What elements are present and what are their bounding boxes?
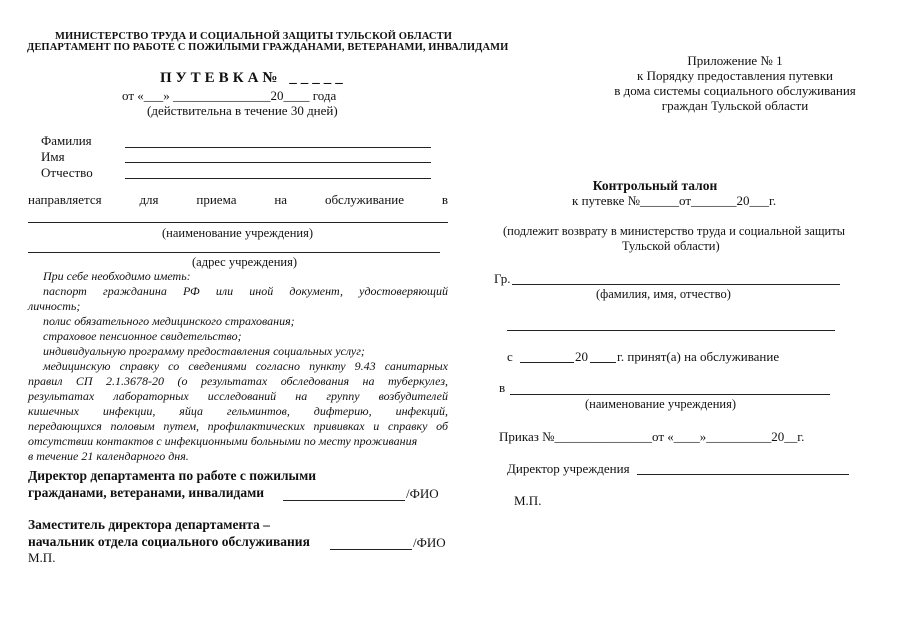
department-header: ДЕПАРТАМЕНТ ПО РАБОТЕ С ПОЖИЛЫМИ ГРАЖДАНАМИ, ВЕТЕРАНАМИ, ИНВАЛИДАМИ bbox=[27, 42, 509, 53]
talon-title: Контрольный талон bbox=[592, 178, 718, 193]
requirement-text: результатах лабораторных исследований на группу возбудителей bbox=[28, 389, 448, 403]
voucher-title: ПУТЕВКА№ _____ bbox=[160, 70, 347, 86]
institution-name-caption: (наименование учреждения) bbox=[162, 226, 313, 240]
requirement-item bbox=[28, 419, 448, 434]
directed-word: направляется bbox=[28, 192, 102, 207]
appendix-line2: к Порядку предоставления путевки bbox=[637, 68, 833, 83]
voucher-validity: (действительна в течение 30 дней) bbox=[147, 103, 338, 118]
requirement-text: правил СП 2.1.3678-20 (о результатах обследования на туберкулез, bbox=[28, 374, 448, 388]
director-fio: /ФИО bbox=[406, 486, 439, 501]
surname-field[interactable] bbox=[125, 147, 431, 148]
requirement-item: индивидуальную программу предоставления социальных услуг; bbox=[43, 344, 365, 358]
accepted-prefix: с bbox=[507, 349, 513, 364]
appendix-line3: в дома системы социального обслуживания bbox=[614, 83, 856, 98]
patronymic-label: Отчество bbox=[41, 165, 93, 180]
citizen-fio-field[interactable] bbox=[512, 284, 840, 285]
voucher-date-line: от «___» _______________20____ года bbox=[122, 88, 337, 103]
order-line: Приказ №_______________от «____»__________20__г. bbox=[499, 429, 805, 444]
surname-label: Фамилия bbox=[41, 133, 92, 148]
director-title-line1: Директор департамента по работе с пожилыми bbox=[28, 468, 317, 483]
requirement-item: отсутствии контактов с инфекционными больными по месту проживания bbox=[28, 434, 418, 448]
appendix-line4: граждан Тульской области bbox=[661, 98, 809, 113]
talon-institution-caption: (наименование учреждения) bbox=[585, 397, 736, 411]
patronymic-field[interactable] bbox=[125, 178, 431, 179]
director-signature-field[interactable] bbox=[283, 500, 405, 501]
directed-sentence bbox=[28, 192, 448, 208]
appendix-line1: Приложение № 1 bbox=[687, 53, 783, 68]
requirement-item bbox=[28, 389, 448, 404]
talon-institution-field[interactable] bbox=[510, 394, 830, 395]
talon-director-label: Директор учреждения bbox=[507, 461, 630, 476]
requirement-item: личность; bbox=[28, 299, 81, 313]
deputy-title-line2: начальник отдела социального обслуживания bbox=[28, 534, 310, 549]
requirement-text: медицинскую справку со сведениями согласно пункту 9.43 санитарных bbox=[43, 359, 448, 373]
name-field[interactable] bbox=[125, 162, 431, 163]
directed-word: обслуживание bbox=[324, 192, 404, 207]
requirement-item bbox=[43, 359, 448, 374]
requirement-item bbox=[28, 404, 448, 419]
talon-return-line1: (подлежит возврату в министерство труда и социальной защиты bbox=[503, 224, 846, 238]
name-label: Имя bbox=[41, 149, 65, 164]
requirement-text: кишечных инфекции, яйца гельминтов, дифтерию, инфекций, bbox=[28, 404, 448, 418]
institution-address-caption: (адрес учреждения) bbox=[192, 255, 298, 269]
ministry-header: МИНИСТЕРСТВО ТРУДА И СОЦИАЛЬНОЙ ЗАЩИТЫ ТУЛЬСКОЙ ОБЛАСТИ bbox=[55, 31, 452, 42]
voucher-stamp: М.П. bbox=[28, 550, 56, 565]
directed-word: на bbox=[274, 192, 288, 207]
citizen-fio-extra-field[interactable] bbox=[507, 330, 835, 331]
director-title-line2: гражданами, ветеранами, инвалидами bbox=[28, 485, 265, 500]
accepted-date-field[interactable] bbox=[520, 362, 574, 363]
requirement-item: полис обязательного медицинского страхования; bbox=[43, 314, 295, 328]
directed-word: для bbox=[139, 192, 159, 207]
institution-address-field[interactable] bbox=[28, 252, 440, 253]
talon-stamp: М.П. bbox=[514, 493, 542, 508]
requirement-item: в течение 21 календарного дня. bbox=[28, 449, 189, 463]
deputy-signature-field[interactable] bbox=[330, 549, 412, 550]
citizen-label: Гр. bbox=[494, 271, 511, 286]
fio-caption: (фамилия, имя, отчество) bbox=[596, 287, 731, 301]
talon-return-line2: Тульской области) bbox=[622, 239, 720, 253]
requirement-text: передающихся половым путем, профилактических прививках и справку об bbox=[28, 419, 448, 433]
in-label: в bbox=[499, 380, 506, 395]
deputy-title-line1: Заместитель директора департамента – bbox=[28, 517, 270, 532]
requirement-text: паспорт гражданина РФ или иной документ, удостоверяющий bbox=[43, 284, 448, 298]
accepted-year-field[interactable] bbox=[590, 362, 616, 363]
requirement-item bbox=[28, 374, 448, 389]
accepted-year-prefix: 20 bbox=[575, 349, 588, 364]
requirement-item: страховое пенсионное свидетельство; bbox=[43, 329, 242, 343]
deputy-fio: /ФИО bbox=[413, 535, 446, 550]
accepted-suffix: г. принят(а) на обслуживание bbox=[617, 349, 780, 364]
institution-name-field[interactable] bbox=[28, 222, 448, 223]
talon-subtitle: к путевке №______от_______20___г. bbox=[572, 193, 777, 208]
requirement-item bbox=[43, 284, 448, 299]
talon-director-field[interactable] bbox=[637, 474, 849, 475]
directed-word: в bbox=[441, 192, 448, 207]
directed-word: приема bbox=[196, 192, 237, 207]
requirements-intro: При себе необходимо иметь: bbox=[43, 269, 191, 283]
